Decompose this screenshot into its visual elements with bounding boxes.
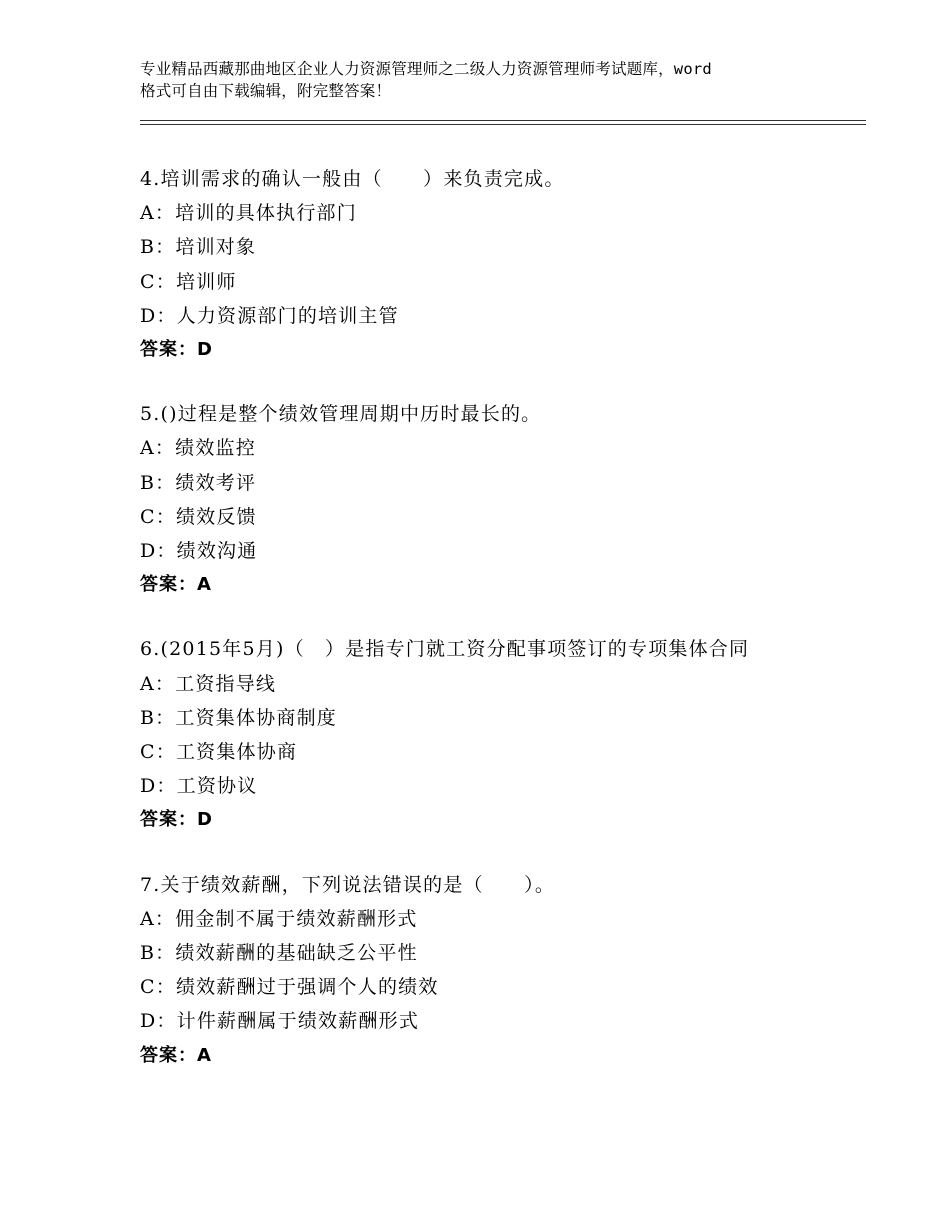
option-b: B：工资集体协商制度 xyxy=(140,706,337,729)
page-header xyxy=(140,58,830,102)
option-b: B：绩效薪酬的基础缺乏公平性 xyxy=(140,942,418,965)
header-line-2: 格式可自由下载编辑，附完整答案！ xyxy=(140,82,392,100)
question-stem: 5.()过程是整个绩效管理周期中历时最长的。 xyxy=(140,403,542,426)
option-c: C：绩效薪酬过于强调个人的绩效 xyxy=(140,976,439,999)
question-4 xyxy=(140,162,860,367)
option-b: B：绩效考评 xyxy=(140,471,257,494)
header-line-1: 专业精品西藏那曲地区企业人力资源管理师之二级人力资源管理师考试题库，word xyxy=(140,60,712,78)
answer: 答案：D xyxy=(140,339,213,361)
option-c: C：绩效反馈 xyxy=(140,505,257,528)
answer: 答案：A xyxy=(140,574,212,596)
option-d: D：人力资源部门的培训主管 xyxy=(140,304,399,327)
option-c: C：工资集体协商 xyxy=(140,741,298,764)
answer: 答案：A xyxy=(140,1044,212,1066)
answer: 答案：D xyxy=(140,809,213,831)
option-b: B：培训对象 xyxy=(140,236,257,259)
option-a: A：培训的具体执行部门 xyxy=(140,202,357,225)
option-d: D：绩效沟通 xyxy=(140,540,258,563)
question-stem: 7.关于绩效薪酬，下列说法错误的是（ ）。 xyxy=(140,873,556,896)
option-a: A：工资指导线 xyxy=(140,672,277,695)
question-list xyxy=(140,162,860,1103)
option-a: A：绩效监控 xyxy=(140,437,256,460)
question-stem: 6.(2015年5月)（ ）是指专门就工资分配事项签订的专项集体合同 xyxy=(140,638,750,661)
question-6 xyxy=(140,632,860,837)
question-7 xyxy=(140,868,860,1073)
option-a: A：佣金制不属于绩效薪酬形式 xyxy=(140,907,418,930)
question-stem: 4.培训需求的确认一般由（ ）来负责完成。 xyxy=(140,168,565,190)
option-d: D：工资协议 xyxy=(140,775,258,798)
option-d: D：计件薪酬属于绩效薪酬形式 xyxy=(140,1010,420,1033)
option-c: C：培训师 xyxy=(140,270,237,293)
header-divider xyxy=(140,120,866,125)
question-5 xyxy=(140,397,860,602)
